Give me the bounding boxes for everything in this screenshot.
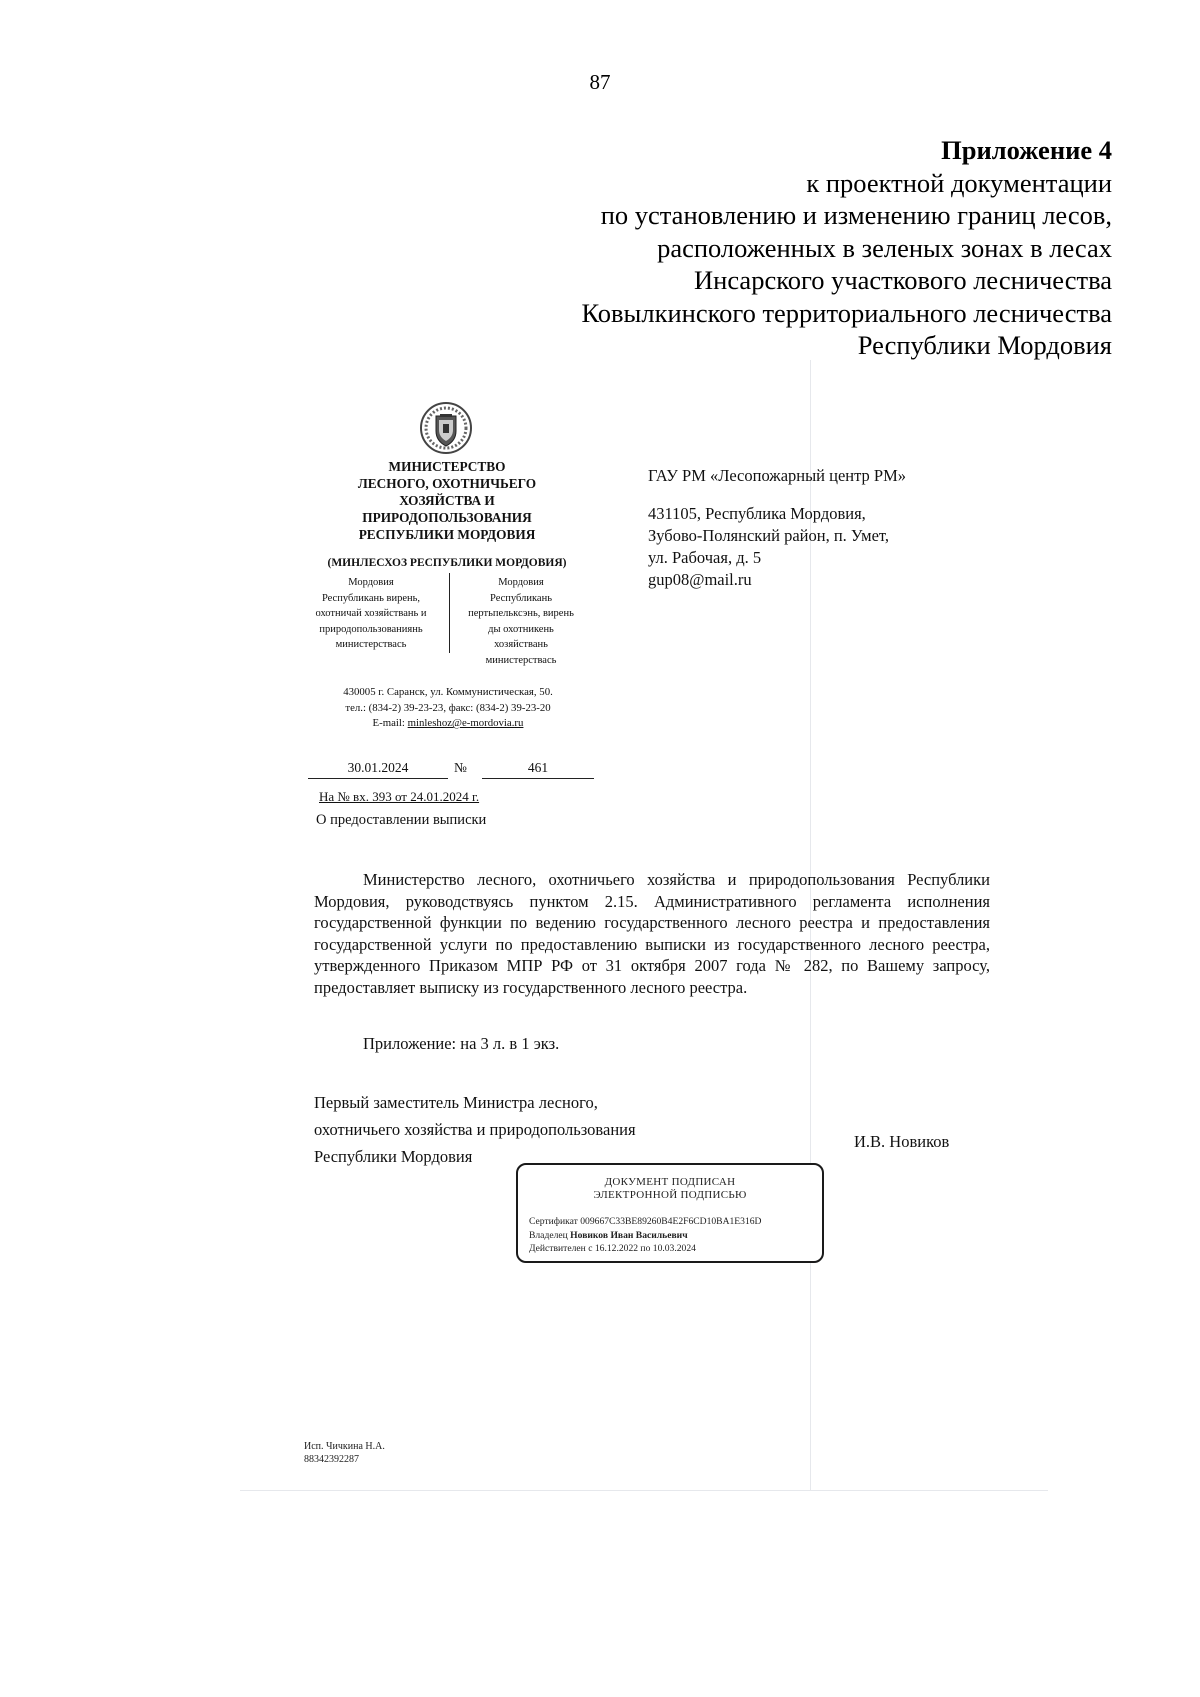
lang-line: Республикань bbox=[490, 592, 552, 604]
executor-info bbox=[304, 1440, 385, 1466]
ministry-name-line: РЕСПУБЛИКИ МОРДОВИЯ bbox=[358, 527, 536, 542]
ministry-name-line: ПРИРОДОПОЛЬЗОВАНИЯ bbox=[362, 510, 532, 525]
ministry-email-line bbox=[300, 716, 596, 732]
esign-title bbox=[518, 1176, 822, 1202]
appendix-title: Приложение 4 bbox=[941, 135, 1112, 165]
lang-line: Республикань вирень, bbox=[321, 592, 421, 604]
lang-line: природопользованиянь bbox=[319, 623, 423, 635]
ministry-abbreviation: (МИНЛЕСХОЗ РЕСПУБЛИКИ МОРДОВИЯ) bbox=[327, 557, 567, 569]
appendix-line: расположенных в зеленых зонах в лесах bbox=[657, 232, 1112, 263]
executor-name: Исп. Чичкина Н.А. bbox=[304, 1441, 385, 1452]
esign-title-line: ЭЛЕКТРОННОЙ ПОДПИСЬЮ bbox=[593, 1189, 747, 1201]
ministry-name-mordovian-right bbox=[452, 575, 590, 668]
number-sign: № bbox=[454, 760, 467, 775]
body-paragraph: Министерство лесного, охотничьего хозяйства и природопользования Республики Мордовия, руководствуясь пунктом 2.15. Административного регламента исполнения государственной функции по ведению государственного лесного реестра и предоставления государственной услуги по предоставлению выписки из государственного лесного реестра, утвержденного Приказом МПР РФ от 31 октября 2007 года № 282, по Вашему запросу, предоставляет выписку из государственного лесного реестра. bbox=[314, 870, 990, 997]
appendix-heading bbox=[412, 134, 1112, 362]
signatory-position-line: охотничьего хозяйства и природопользования bbox=[314, 1120, 636, 1139]
addressee-address-line: 431105, Республика Мордовия, bbox=[648, 504, 866, 523]
appendix-line: Инсарского участкового лесничества bbox=[694, 265, 1112, 295]
signatory-position bbox=[314, 1089, 636, 1170]
esign-valid-label: Действителен с bbox=[529, 1243, 595, 1254]
registration-number: 461 bbox=[482, 760, 594, 779]
addressee-address-line: ул. Рабочая, д. 5 bbox=[648, 548, 762, 567]
esign-owner-label: Владелец bbox=[529, 1229, 571, 1241]
addressee-address-line: Зубово-Полянский район, п. Умет, bbox=[648, 526, 889, 545]
addressee-block bbox=[648, 465, 906, 591]
addressee-email-link[interactable]: gup08@mail.ru bbox=[648, 570, 752, 589]
ministry-name-mordovian-left bbox=[302, 575, 440, 653]
lang-line: Мордовия bbox=[498, 577, 544, 588]
appendix-line: Ковылкинского территориального лесничества bbox=[581, 297, 1112, 328]
incoming-reference: На № вх. 393 от 24.01.2024 г. bbox=[319, 789, 480, 804]
signatory-position-line: Первый заместитель Министра лесного, bbox=[314, 1093, 598, 1112]
ministry-phones: тел.: (834-2) 39-23-23, факс: (834-2) 39-23-20 bbox=[345, 701, 551, 714]
ministry-email-link[interactable]: minleshoz@e-mordovia.ru bbox=[407, 717, 524, 729]
ministry-name-line: МИНИСТЕРСТВО bbox=[388, 459, 506, 474]
lang-line: Мордовия bbox=[348, 577, 394, 588]
esign-cert-value: 009667C33BE89260B4E2F6CD10BA1E316D bbox=[580, 1216, 762, 1227]
ministry-contacts bbox=[300, 685, 596, 732]
ministry-name bbox=[302, 458, 592, 543]
esign-owner-value: Новиков Иван Васильевич bbox=[570, 1229, 688, 1241]
lang-line: министерствась bbox=[485, 654, 557, 666]
esign-validity bbox=[529, 1242, 761, 1256]
coat-of-arms-icon bbox=[419, 401, 473, 455]
ministry-name-line: ХОЗЯЙСТВА И bbox=[399, 493, 495, 508]
appendix-line: по установлению и изменению границ лесов, bbox=[600, 200, 1112, 230]
ministry-address: 430005 г. Саранск, ул. Коммунистическая, 50. bbox=[343, 686, 553, 698]
lang-line: ды охотникень bbox=[488, 623, 554, 635]
lang-line: министерствась bbox=[335, 639, 407, 650]
scan-edge-line bbox=[240, 1490, 1048, 1491]
signatory-name: И.В. Новиков bbox=[854, 1132, 950, 1151]
registration-date: 30.01.2024 bbox=[308, 760, 448, 779]
attachment-note: Приложение: на 3 л. в 1 экз. bbox=[363, 1034, 560, 1053]
electronic-signature-stamp bbox=[516, 1163, 824, 1263]
divider bbox=[449, 573, 450, 653]
esign-certificate bbox=[529, 1215, 761, 1229]
esign-valid-from: 16.12.2022 bbox=[594, 1243, 639, 1254]
appendix-line: Республики Мордовия bbox=[857, 330, 1112, 360]
lang-line: пертьпельксэнь, вирень bbox=[468, 608, 574, 619]
esign-title-line: ДОКУМЕНТ ПОДПИСАН bbox=[604, 1176, 736, 1188]
esign-cert-label: Сертификат bbox=[529, 1216, 581, 1227]
ministry-name-line: ЛЕСНОГО, ОХОТНИЧЬЕГО bbox=[357, 476, 537, 491]
addressee-name: ГАУ РМ «Лесопожарный центр РМ» bbox=[648, 466, 907, 485]
letter-body bbox=[314, 869, 990, 998]
executor-phone: 88342392287 bbox=[304, 1454, 359, 1465]
page-number: 87 bbox=[589, 70, 611, 94]
lang-line: охотничай хозяйствань и bbox=[315, 608, 427, 619]
esign-owner bbox=[529, 1229, 761, 1243]
esign-valid-to-label: по bbox=[638, 1243, 653, 1254]
lang-line: хозяйствань bbox=[494, 639, 548, 650]
esign-valid-to: 10.03.2024 bbox=[652, 1243, 696, 1254]
email-label: E-mail: bbox=[372, 717, 408, 729]
letter-subject: О предоставлении выписки bbox=[316, 812, 487, 828]
esign-details bbox=[529, 1215, 761, 1256]
appendix-line: к проектной документации bbox=[806, 167, 1112, 198]
signatory-position-line: Республики Мордовия bbox=[314, 1147, 473, 1166]
